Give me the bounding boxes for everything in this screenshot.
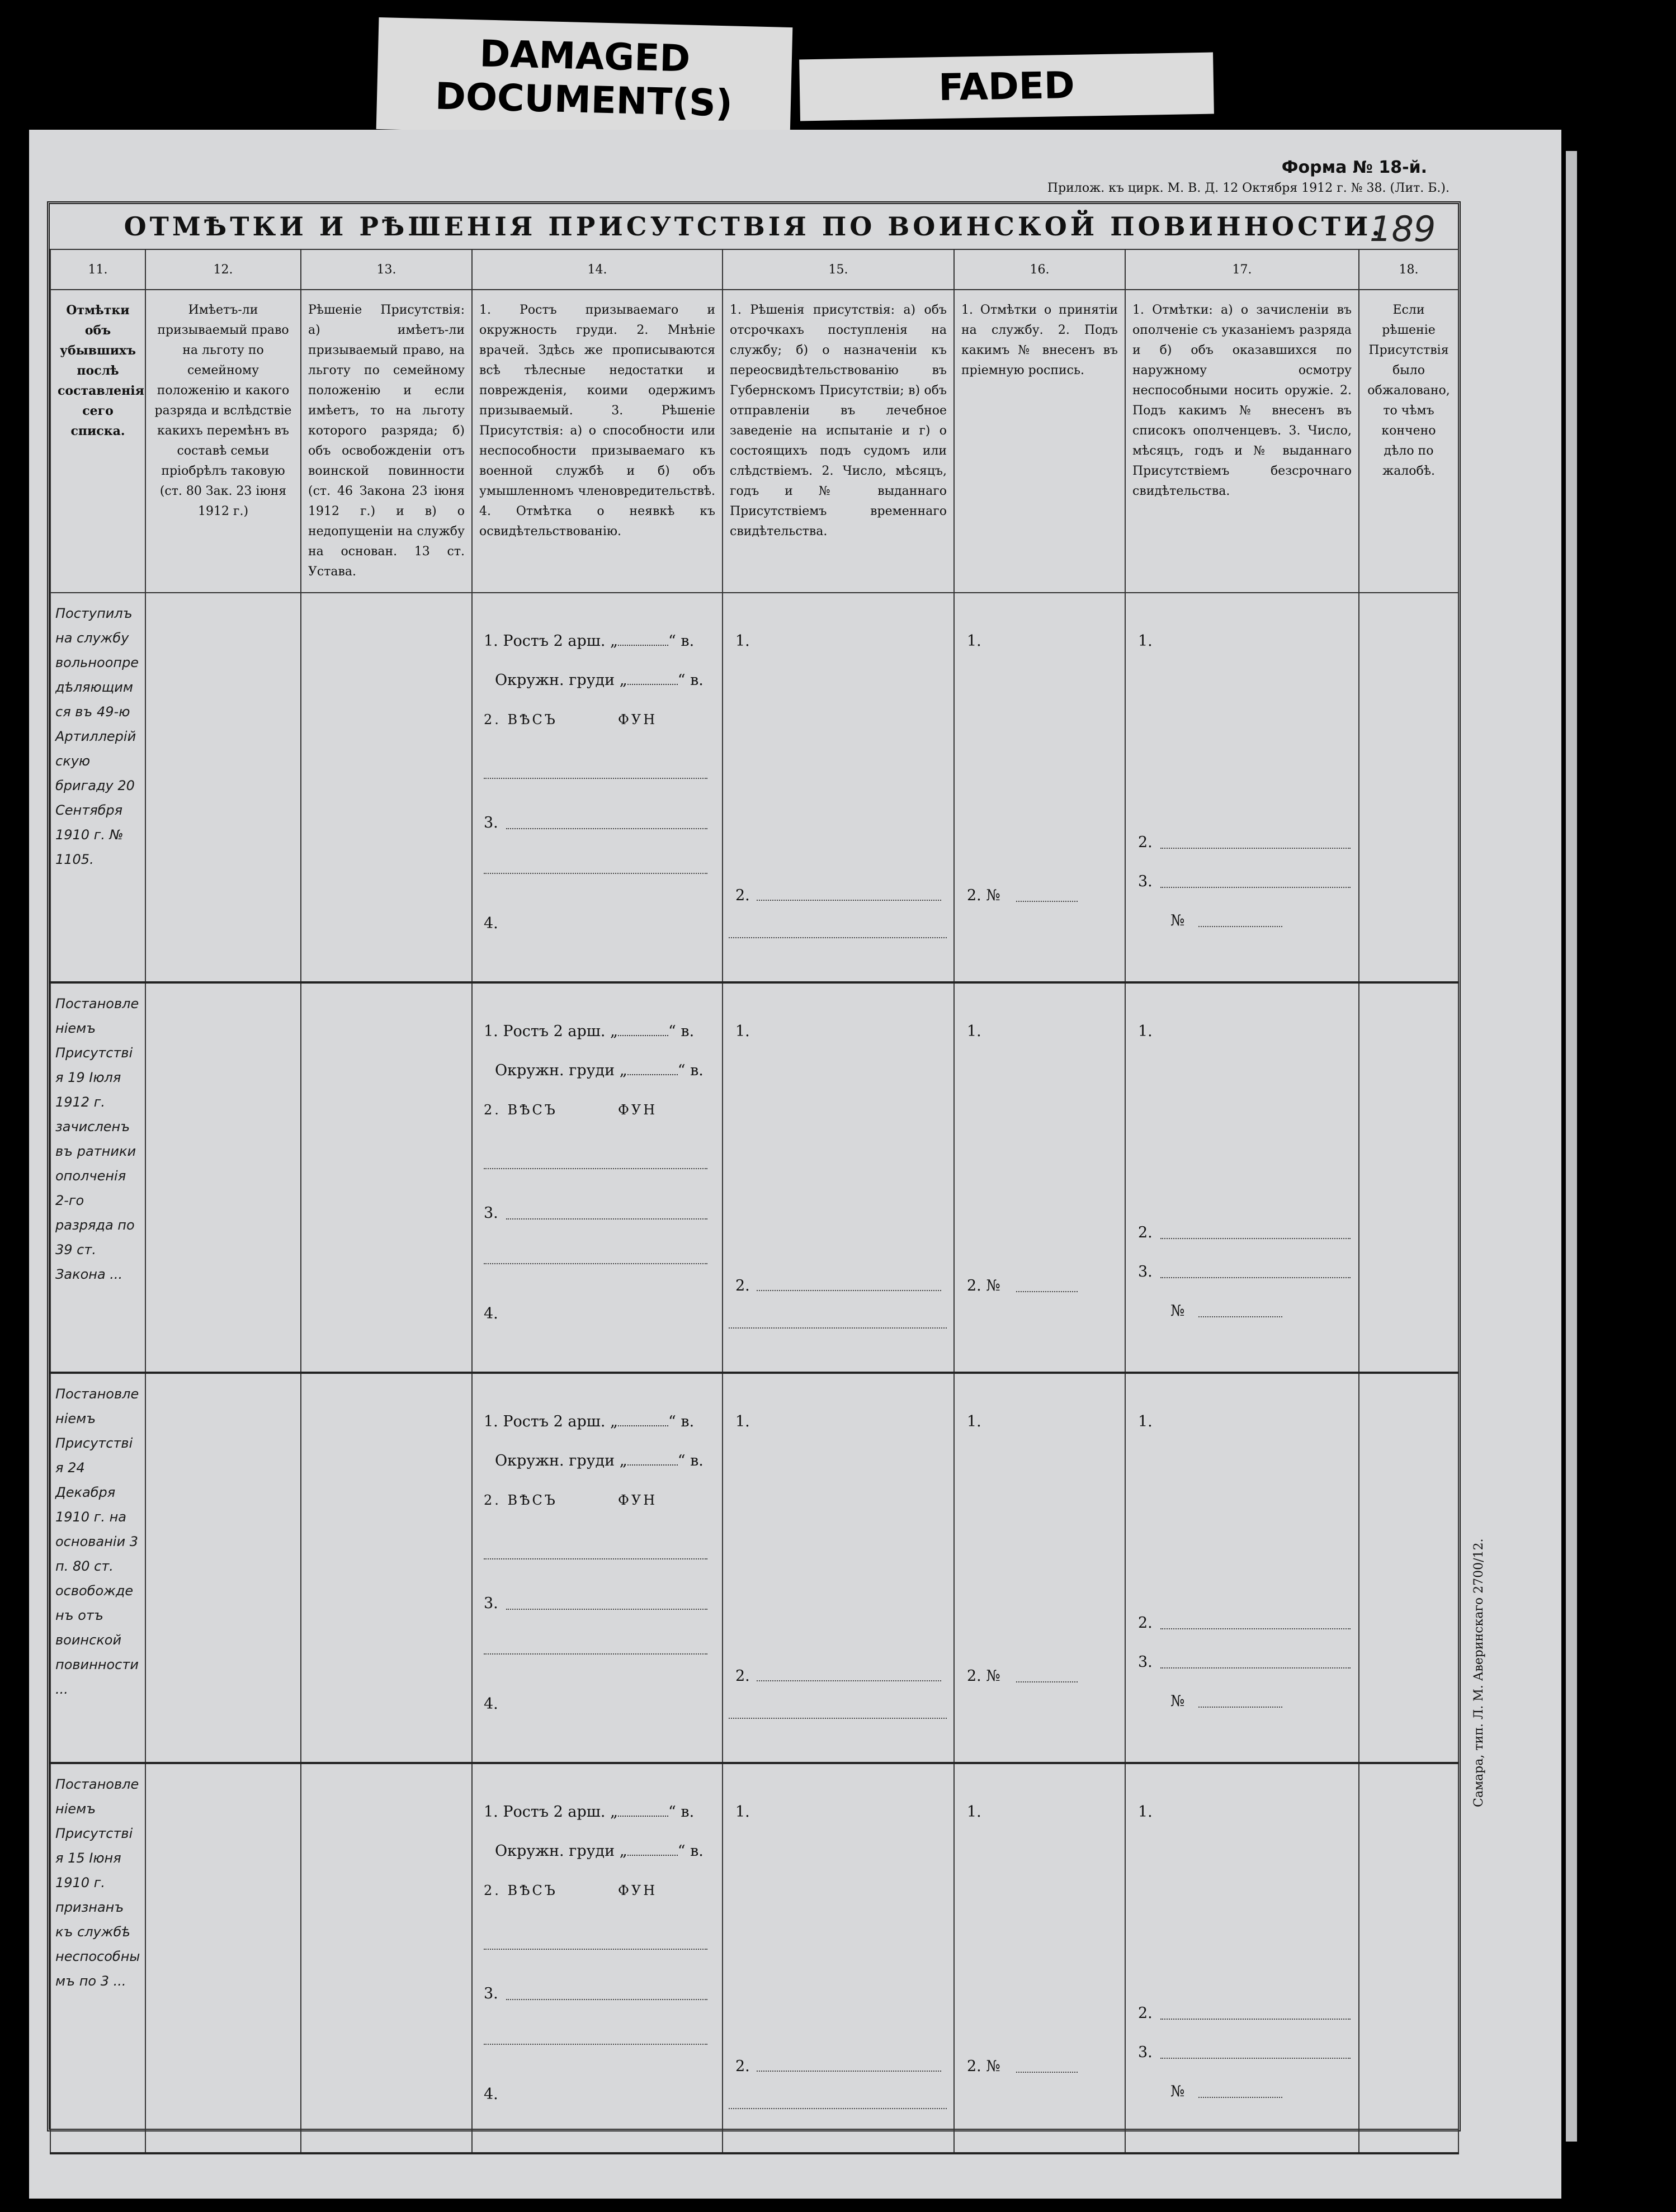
column-number: 11.: [50, 249, 145, 290]
number-sign: №: [1170, 2083, 1185, 2100]
form-number: Форма № 18-й.: [1281, 158, 1427, 177]
pound-label: ФУН: [618, 1102, 658, 1118]
chest-label: Окружн. груди „: [495, 1062, 627, 1079]
register-number-label: 2. №: [967, 1667, 1000, 1685]
column-header: Если рѣшеніе Присутствія было обжаловано, то чѣмъ кончено дѣло по жалобѣ.: [1359, 290, 1458, 593]
column-header: Рѣшеніе Присутствія: а) имѣетъ-ли призываемый право, на льготу по семейному положенію и если имѣетъ, то на льготу которого разряда; б) объ освобожденіи отъ воинской повинности (ст. 46 Закона 23 іюня 1912 г.) и в) о недопущеніи на службу на основан. 13 ст. Устава.: [301, 290, 472, 593]
chest-label: Окружн. груди „: [495, 1452, 627, 1469]
register-number-label: 2. №: [967, 887, 1000, 904]
column-number: 12.: [145, 249, 301, 290]
column-number: 16.: [954, 249, 1125, 290]
item-number: 4.: [484, 2086, 498, 2103]
column-header: 1. Ростъ призываемаго и окружность груди. 2. Мнѣніе врачей. Здѣсь же прописываются всѣ тѣлесные недостатки и поврежденія, коими одержимъ призываемый. 3. Рѣшеніе Присутствія: а) о способности или неспособности призываемаго къ военной службѣ и б) объ умышленномъ членовредительствѣ. 4. Отмѣтка о неявкѣ къ освидѣтельствованію.: [472, 290, 723, 593]
chest-label: Окружн. груди „: [495, 1842, 627, 1860]
item-number: 1.: [967, 1023, 981, 1040]
pound-label: ФУН: [618, 1883, 658, 1898]
page-title: ОТМѢТКИ И РѢШЕНІЯ ПРИСУТСТВІЯ ПО ВОИНСКОЙ ПОВИННОСТИ.: [50, 204, 1458, 250]
militia-cell: [1125, 1373, 1359, 1763]
item-number: 1.: [967, 1413, 981, 1430]
column-number-row: [50, 249, 1458, 290]
column-number: 17.: [1125, 249, 1359, 290]
column-number: 13.: [301, 249, 472, 290]
item-number: 3.: [1138, 2044, 1153, 2061]
column-header: 1. Отмѣтки о принятіи на службу. 2. Подъ какимъ № внесенъ въ пріемную роспись.: [954, 290, 1125, 593]
height-label: 1. Ростъ 2 арш. „: [484, 632, 618, 650]
handwritten-note-cell: [50, 1763, 145, 2153]
appeal-cell: [1359, 1373, 1458, 1763]
empty-cell: [145, 1763, 301, 2153]
unit-label: “ в.: [677, 1842, 704, 1860]
empty-cell: [301, 1763, 472, 2153]
number-sign: №: [1170, 1693, 1185, 1710]
item-number: 2.: [1138, 2005, 1153, 2022]
item-number: 3.: [484, 1985, 498, 2002]
item-number: 2.: [735, 1277, 750, 1294]
pound-label: ФУН: [618, 1492, 658, 1508]
acceptance-cell: [954, 1373, 1125, 1763]
column-number: 15.: [723, 249, 954, 290]
weight-label: 2. ВѢСЪ: [484, 1883, 558, 1898]
form-reference: Прилож. къ цирк. М. В. Д. 12 Октября 1912 г. № 38. (Лит. Б.).: [1047, 181, 1450, 195]
empty-cell: [145, 1373, 301, 1763]
item-number: 4.: [484, 1695, 498, 1713]
item-number: 2.: [735, 887, 750, 904]
unit-label: “ в.: [668, 632, 695, 650]
measurement-cell: [472, 982, 723, 1373]
unit-label: “ в.: [677, 1062, 704, 1079]
item-number: 1.: [1138, 632, 1153, 650]
handwritten-note-cell: [50, 1373, 145, 1763]
item-number: 1.: [967, 1803, 981, 1821]
decision-cell: [723, 1763, 954, 2153]
register-number-label: 2. №: [967, 2058, 1000, 2075]
register-row: [50, 593, 1458, 982]
weight-label: 2. ВѢСЪ: [484, 712, 558, 727]
item-number: 2.: [1138, 834, 1153, 851]
item-number: 3.: [484, 1595, 498, 1612]
appeal-cell: [1359, 1763, 1458, 2153]
column-header-row: [50, 290, 1458, 593]
pound-label: ФУН: [618, 712, 658, 727]
handwritten-note: Постановленіемъ Присутствія 24 Декабря 1910 г. на основаніи 3 п. 80 ст. освобожденъ отъ воинской повинности ...: [55, 1386, 139, 1697]
handwritten-note-cell: [50, 593, 145, 982]
item-number: 1.: [735, 632, 750, 650]
column-header: Отмѣтки объ убывшихъ послѣ составленія сего списка.: [50, 290, 145, 593]
empty-cell: [145, 982, 301, 1373]
document-page: [29, 130, 1561, 2199]
handwritten-note-cell: [50, 982, 145, 1373]
item-number: 3.: [1138, 1263, 1153, 1280]
empty-cell: [301, 1373, 472, 1763]
register-row: [50, 1373, 1458, 1763]
appeal-cell: [1359, 982, 1458, 1373]
handwritten-page-number: 189: [1370, 209, 1436, 249]
decision-cell: [723, 982, 954, 1373]
handwritten-note: Постановленіемъ Присутствія 15 Іюня 1910 г. признанъ къ службѣ неспособнымъ по 3 ...: [55, 1776, 140, 1989]
empty-cell: [145, 593, 301, 982]
register-row: [50, 982, 1458, 1373]
column-number: 18.: [1359, 249, 1458, 290]
item-number: 4.: [484, 915, 498, 932]
item-number: 1.: [735, 1803, 750, 1821]
item-number: 1.: [735, 1023, 750, 1040]
column-header: Имѣетъ-ли призываемый право на льготу по семейному положенію и какого разряда и вслѣдствіе какихъ перемѣнъ въ составѣ семьи пріобрѣлъ таковую (ст. 80 Зак. 23 іюня 1912 г.): [145, 290, 301, 593]
height-label: 1. Ростъ 2 арш. „: [484, 1803, 618, 1821]
unit-label: “ в.: [677, 1452, 704, 1469]
militia-cell: [1125, 1763, 1359, 2153]
acceptance-cell: [954, 1763, 1125, 2153]
item-number: 1.: [967, 632, 981, 650]
decision-cell: [723, 1373, 954, 1763]
faded-documents-tab: FADED: [799, 53, 1214, 121]
chest-label: Окружн. груди „: [495, 672, 627, 689]
item-number: 1.: [1138, 1023, 1153, 1040]
column-number: 14.: [472, 249, 723, 290]
unit-label: “ в.: [677, 672, 704, 689]
register-frame: [47, 201, 1461, 2131]
register-table: [50, 249, 1459, 2154]
item-number: 4.: [484, 1305, 498, 1322]
column-header: 1. Отмѣтки: а) о зачисленіи въ ополченіе съ указаніемъ разряда и б) объ оказавшихся по наружному осмотру неспособными носить оружіе. 2. Подъ какимъ № внесенъ въ списокъ ополченцевъ. 3. Число, мѣсяцъ, годъ и № выданнаго Присутствіемъ безсрочнаго свидѣтельства.: [1125, 290, 1359, 593]
militia-cell: [1125, 593, 1359, 982]
printer-imprint: Самара, тип. Л. М. Аверинскаго 2700/12.: [1472, 1538, 1486, 1807]
item-number: 2.: [1138, 1614, 1153, 1632]
column-header: 1. Рѣшенія присутствія: а) объ отсрочкахъ поступленія на службу; б) о назначеніи къ переосвидѣтельствованію въ Губернскомъ Присутствіи; в) объ отправленіи въ лечебное заведеніе на испытаніе и г) о состоящихъ подъ судомъ или слѣдствіемъ. 2. Число, мѣсяцъ, годъ и № выданнаго Присутствіемъ временнаго свидѣтельства.: [723, 290, 954, 593]
unit-label: “ в.: [668, 1023, 695, 1040]
register-number-label: 2. №: [967, 1277, 1000, 1294]
appeal-cell: [1359, 593, 1458, 982]
item-number: 2.: [735, 2058, 750, 2075]
item-number: 1.: [735, 1413, 750, 1430]
militia-cell: [1125, 982, 1359, 1373]
item-number: 1.: [1138, 1803, 1153, 1821]
empty-cell: [301, 982, 472, 1373]
unit-label: “ в.: [668, 1803, 695, 1821]
acceptance-cell: [954, 982, 1125, 1373]
page-edge: [1566, 151, 1577, 2142]
unit-label: “ в.: [668, 1413, 695, 1430]
weight-label: 2. ВѢСЪ: [484, 1102, 558, 1118]
handwritten-note: Поступилъ на службу вольноопредѣляющимся въ 49-ю Артиллерійскую бригаду 20 Сентября 1910 г. № 1105.: [55, 606, 139, 867]
empty-cell: [301, 593, 472, 982]
item-number: 1.: [1138, 1413, 1153, 1430]
measurement-cell: [472, 593, 723, 982]
measurement-cell: [472, 1373, 723, 1763]
item-number: 3.: [1138, 873, 1153, 890]
item-number: 2.: [1138, 1224, 1153, 1241]
item-number: 2.: [735, 1667, 750, 1685]
weight-label: 2. ВѢСЪ: [484, 1492, 558, 1508]
height-label: 1. Ростъ 2 арш. „: [484, 1413, 618, 1430]
acceptance-cell: [954, 593, 1125, 982]
measurement-cell: [472, 1763, 723, 2153]
item-number: 3.: [484, 1204, 498, 1222]
item-number: 3.: [484, 814, 498, 831]
damaged-documents-tab: DAMAGED DOCUMENT(S): [376, 17, 793, 139]
item-number: 3.: [1138, 1653, 1153, 1671]
decision-cell: [723, 593, 954, 982]
height-label: 1. Ростъ 2 арш. „: [484, 1023, 618, 1040]
number-sign: №: [1170, 1302, 1185, 1320]
register-row: [50, 1763, 1458, 2153]
handwritten-note: Постановленіемъ Присутствія 19 Іюля 1912 г. зачисленъ въ ратники ополченія 2-го разряда по 39 ст. Закона ...: [55, 996, 139, 1282]
number-sign: №: [1170, 912, 1185, 929]
